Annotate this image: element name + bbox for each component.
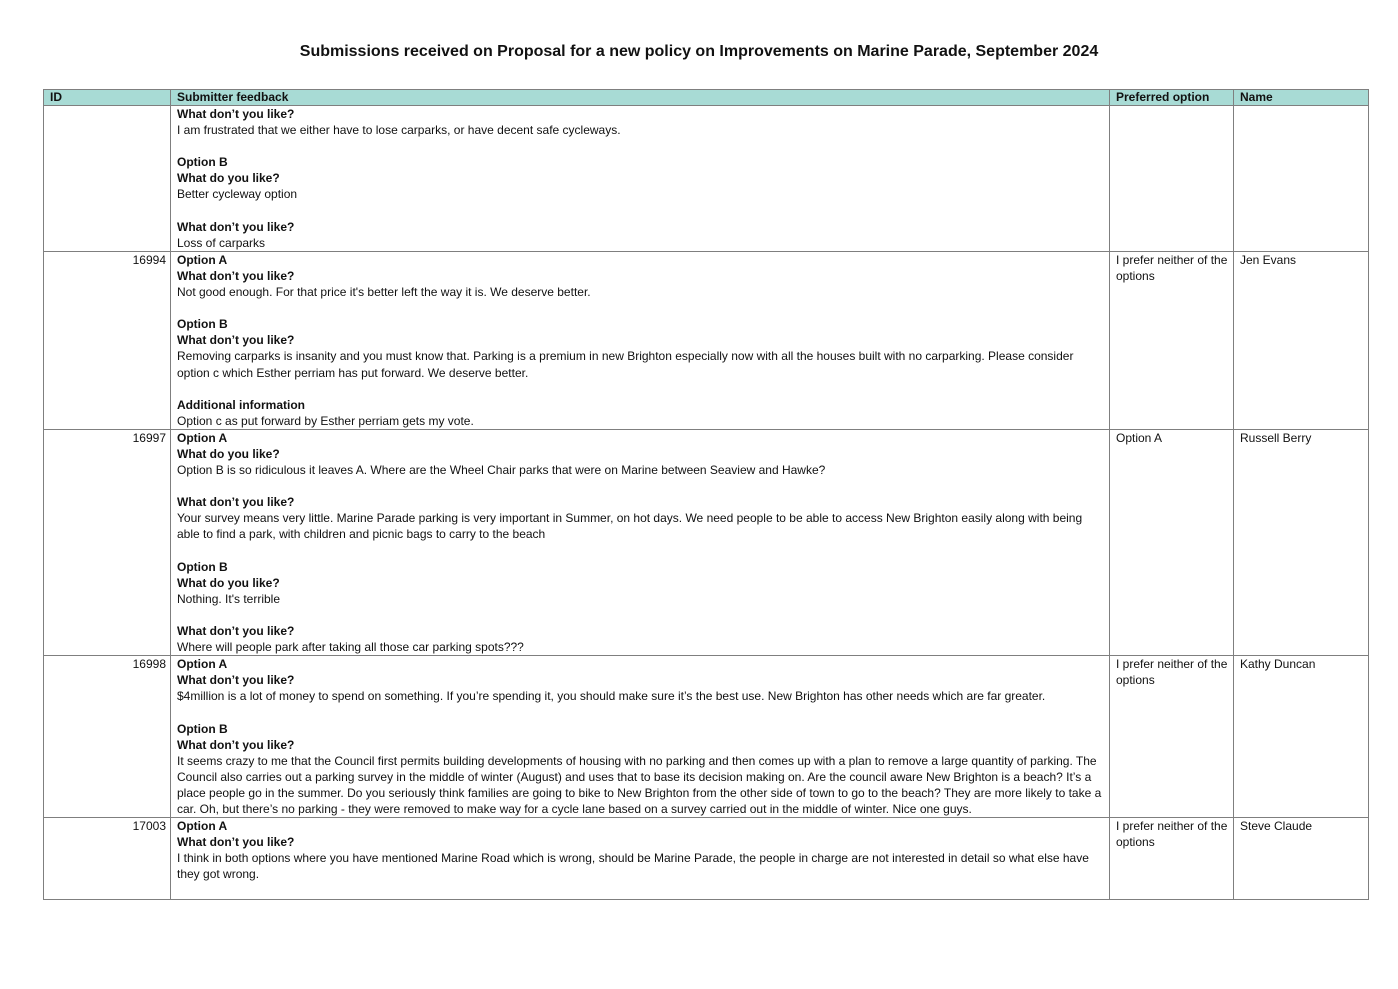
feedback-text: Your survey means very little. Marine Parade parking is very important in Summer, on hot days. We need people to be able to access New Brighton easily along with being able to find a park, with children and picnic bags to carry to the beach [177, 511, 1083, 542]
feedback-heading: What do you like? [177, 575, 280, 590]
column-header-id: ID [44, 90, 171, 106]
submitter-feedback [171, 251, 1110, 429]
table-row [44, 818, 1369, 899]
feedback-heading: What do you like? [177, 171, 280, 186]
table-row [44, 251, 1369, 429]
feedback-heading: What don’t you like? [177, 219, 295, 234]
paragraph-gap [177, 203, 1105, 219]
column-header-preferred-option: Preferred option [1110, 90, 1234, 106]
paragraph-gap [177, 300, 1105, 316]
feedback-heading: What don’t you like? [177, 495, 295, 510]
feedback-text: Option B is so ridiculous it leaves A. Where are the Wheel Chair parks that were on Marine between Seaview and Hawke? [177, 463, 826, 478]
submitter-name: Kathy Duncan [1234, 656, 1369, 818]
feedback-heading: Option B [177, 317, 228, 332]
feedback-heading: What don’t you like? [177, 333, 295, 348]
feedback-heading: What don’t you like? [177, 107, 295, 121]
submission-id [44, 106, 171, 252]
submitter-feedback [171, 656, 1110, 818]
feedback-text: Where will people park after taking all those car parking spots??? [177, 640, 524, 655]
feedback-text: $4million is a lot of money to spend on something. If you’re spending it, you should make sure it’s the best use. New Brighton has other needs which are far greater. [177, 689, 1046, 704]
feedback-heading: Option A [177, 252, 228, 267]
feedback-text: Loss of carparks [177, 235, 266, 250]
feedback-heading: Option B [177, 155, 228, 170]
submission-id: 16997 [44, 429, 171, 655]
feedback-heading: Additional information [177, 397, 305, 412]
paragraph-gap [177, 607, 1105, 623]
feedback-text: Not good enough. For that price it's better left the way it is. We deserve better. [177, 285, 591, 300]
submitter-name: Steve Claude [1234, 818, 1369, 899]
paragraph-gap [177, 543, 1105, 559]
document-title: Submissions received on Proposal for a new policy on Improvements on Marine Parade, September 2024 [299, 43, 1099, 60]
paragraph-gap [177, 138, 1105, 154]
feedback-heading: Option A [177, 657, 228, 672]
preferred-option: Option A [1110, 429, 1234, 655]
submissions-table [43, 89, 1369, 900]
table-header-row [44, 90, 1369, 106]
table-row [44, 429, 1369, 655]
preferred-option: I prefer neither of the options [1110, 251, 1234, 429]
paragraph-gap [177, 381, 1105, 397]
paragraph-gap [177, 704, 1105, 720]
feedback-text: It seems crazy to me that the Council first permits building developments of housing with no parking and then comes up with a plan to remove a large quantity of parking. The Council also carries out a parking survey in the middle of winter (August) and uses that to base its decision making on. Are the council aware New Brighton is a beach? It’s a place people go in the summer. Do you seriously think families are going to bike to New Brighton from the other side of town to go to the beach? They are more likely to take a car. Oh, but there’s no parking - they were removed to make way for a cycle lane based on a survey carried out in the middle of winter. Nice one guys. [177, 753, 1102, 817]
submitter-feedback [171, 106, 1110, 252]
feedback-heading: Option B [177, 559, 228, 574]
submitter-name: Russell Berry [1234, 429, 1369, 655]
feedback-heading: What don’t you like? [177, 624, 295, 638]
paragraph-gap [177, 478, 1105, 494]
preferred-option: I prefer neither of the options [1110, 656, 1234, 818]
submitter-name: Jen Evans [1234, 251, 1369, 429]
preferred-option: I prefer neither of the options [1110, 818, 1234, 899]
column-header-name: Name [1234, 90, 1369, 106]
submission-id: 17003 [44, 818, 171, 899]
preferred-option [1110, 106, 1234, 252]
feedback-heading: Option B [177, 721, 228, 736]
feedback-text: Option c as put forward by Esther perriam gets my vote. [177, 413, 474, 428]
submitter-feedback [171, 818, 1110, 899]
submitter-feedback [171, 429, 1110, 655]
feedback-heading: What don’t you like? [177, 673, 295, 688]
feedback-text: I am frustrated that we either have to lose carparks, or have decent safe cycleways. [177, 123, 621, 138]
table-row [44, 656, 1369, 818]
feedback-text: Nothing. It's terrible [177, 591, 281, 606]
feedback-heading: What don’t you like? [177, 835, 295, 850]
feedback-text: Better cycleway option [177, 187, 298, 202]
submitter-name [1234, 106, 1369, 252]
feedback-heading: Option A [177, 819, 228, 834]
column-header-feedback: Submitter feedback [171, 90, 1110, 106]
feedback-heading: What don’t you like? [177, 737, 295, 752]
feedback-text: Removing carparks is insanity and you must know that. Parking is a premium in new Brighton especially now with all the houses built with no carparking. Please consider option c which Esther perriam has put forward. We deserve better. [177, 349, 1074, 380]
feedback-heading: Option A [177, 430, 228, 445]
submission-id: 16998 [44, 656, 171, 818]
paragraph-gap [177, 883, 1105, 899]
table-row [44, 106, 1369, 252]
feedback-heading: What don’t you like? [177, 268, 295, 283]
submission-id: 16994 [44, 251, 171, 429]
feedback-text: I think in both options where you have mentioned Marine Road which is wrong, should be Marine Parade, the people in charge are not interested in detail so what else have they got wrong. [177, 851, 1089, 882]
feedback-heading: What do you like? [177, 446, 280, 461]
